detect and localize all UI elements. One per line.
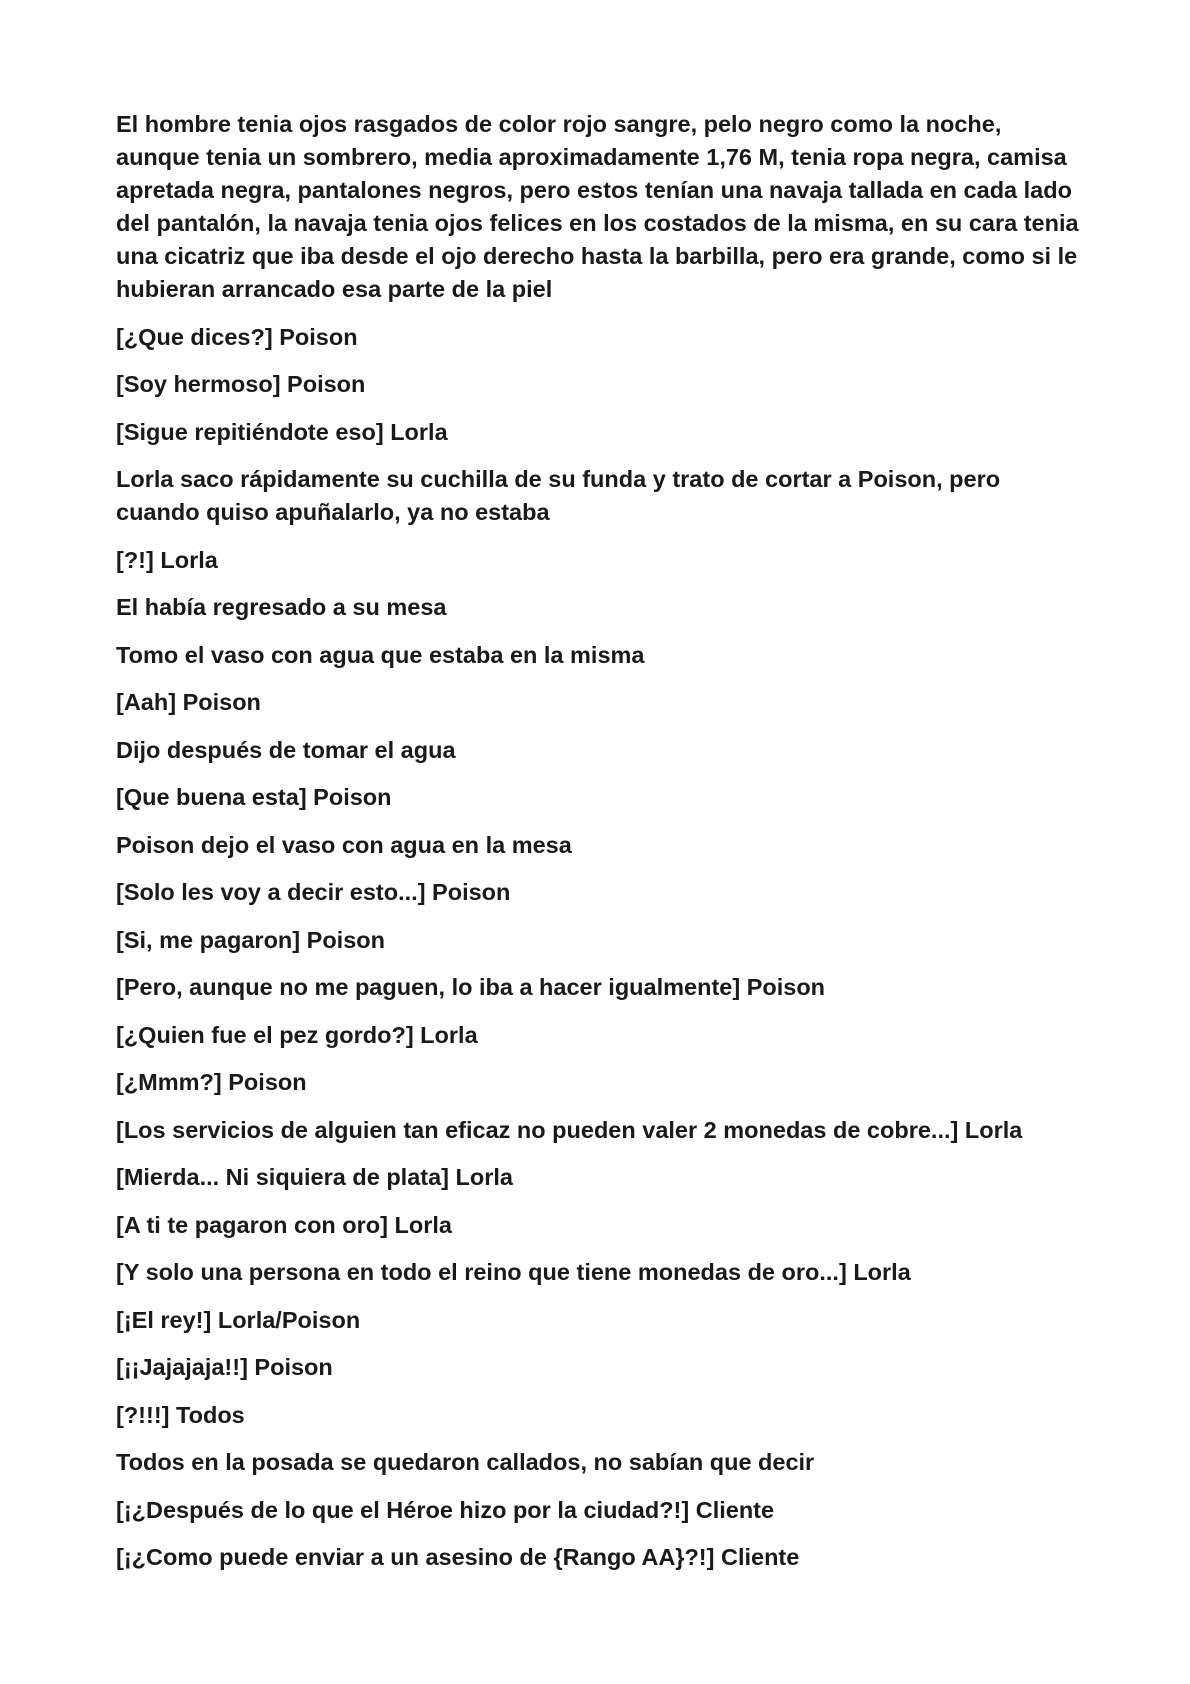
dialogue-line: [Si, me pagaron] Poison (116, 926, 385, 953)
dialogue-line: [¡El rey!] Lorla/Poison (116, 1306, 361, 1333)
dialogue-line: [¡¿Como puede enviar a un asesino de {Rango AA}?!] Cliente (116, 1544, 800, 1570)
narration-line: Lorla saco rápidamente su cuchilla de su funda y trato de cortar a Poison, pero cuando quiso apuñalarlo, ya no estaba (116, 466, 1001, 525)
dialogue-line: [¿Quien fue el pez gordo?] Lorla (116, 1021, 478, 1048)
paragraph-description: El hombre tenia ojos rasgados de color rojo sangre, pelo negro como la noche, aunque tenia un sombrero, media aproximadamente 1,76 M, tenia ropa negra, camisa apretada negra, pantalones negros, pero estos tenían una navaja tallada en cada lado del pantalón, la navaja tenia ojos felices en los costados de la misma, en su cara tenia una cicatriz que iba desde el ojo derecho hasta la barbilla, pero era grande, como si le hubieran arrancado esa parte de la piel (116, 111, 1079, 302)
dialogue-line: [¡¡Jajajaja!!] Poison (116, 1354, 333, 1380)
dialogue-line: [Aah] Poison (116, 689, 261, 715)
dialogue-line: [Pero, aunque no me paguen, lo iba a hacer igualmente] Poison (116, 974, 826, 1000)
dialogue-line: [¡¿Después de lo que el Héroe hizo por la ciudad?!] Cliente (116, 1496, 775, 1523)
dialogue-line: [Los servicios de alguien tan eficaz no pueden valer 2 monedas de cobre...] Lorla (116, 1116, 1023, 1143)
narration-line: Dijo después de tomar el agua (116, 736, 456, 763)
dialogue-line: [¿Mmm?] Poison (116, 1069, 307, 1095)
dialogue-line: [Mierda... Ni siquiera de plata] Lorla (116, 1164, 513, 1190)
dialogue-line: [?!!!] Todos (116, 1401, 245, 1428)
dialogue-line: [A ti te pagaron con oro] Lorla (116, 1211, 452, 1238)
narration-line: Poison dejo el vaso con agua en la mesa (116, 831, 572, 858)
dialogue-line: [Y solo una persona en todo el reino que tiene monedas de oro...] Lorla (116, 1259, 911, 1285)
narration-line: El había regresado a su mesa (116, 594, 447, 620)
dialogue-line: [Soy hermoso] Poison (116, 371, 366, 397)
document-page (116, 108, 1086, 1589)
dialogue-line: [?!] Lorla (116, 546, 218, 573)
dialogue-line: [¿Que dices?] Poison (116, 323, 358, 350)
narration-line: Tomo el vaso con agua que estaba en la misma (116, 641, 645, 668)
narration-line: Todos en la posada se quedaron callados, no sabían que decir (116, 1449, 815, 1475)
dialogue-line: [Sigue repitiéndote eso] Lorla (116, 418, 448, 445)
dialogue-line: [Solo les voy a decir esto...] Poison (116, 879, 511, 905)
dialogue-line: [Que buena esta] Poison (116, 784, 392, 810)
